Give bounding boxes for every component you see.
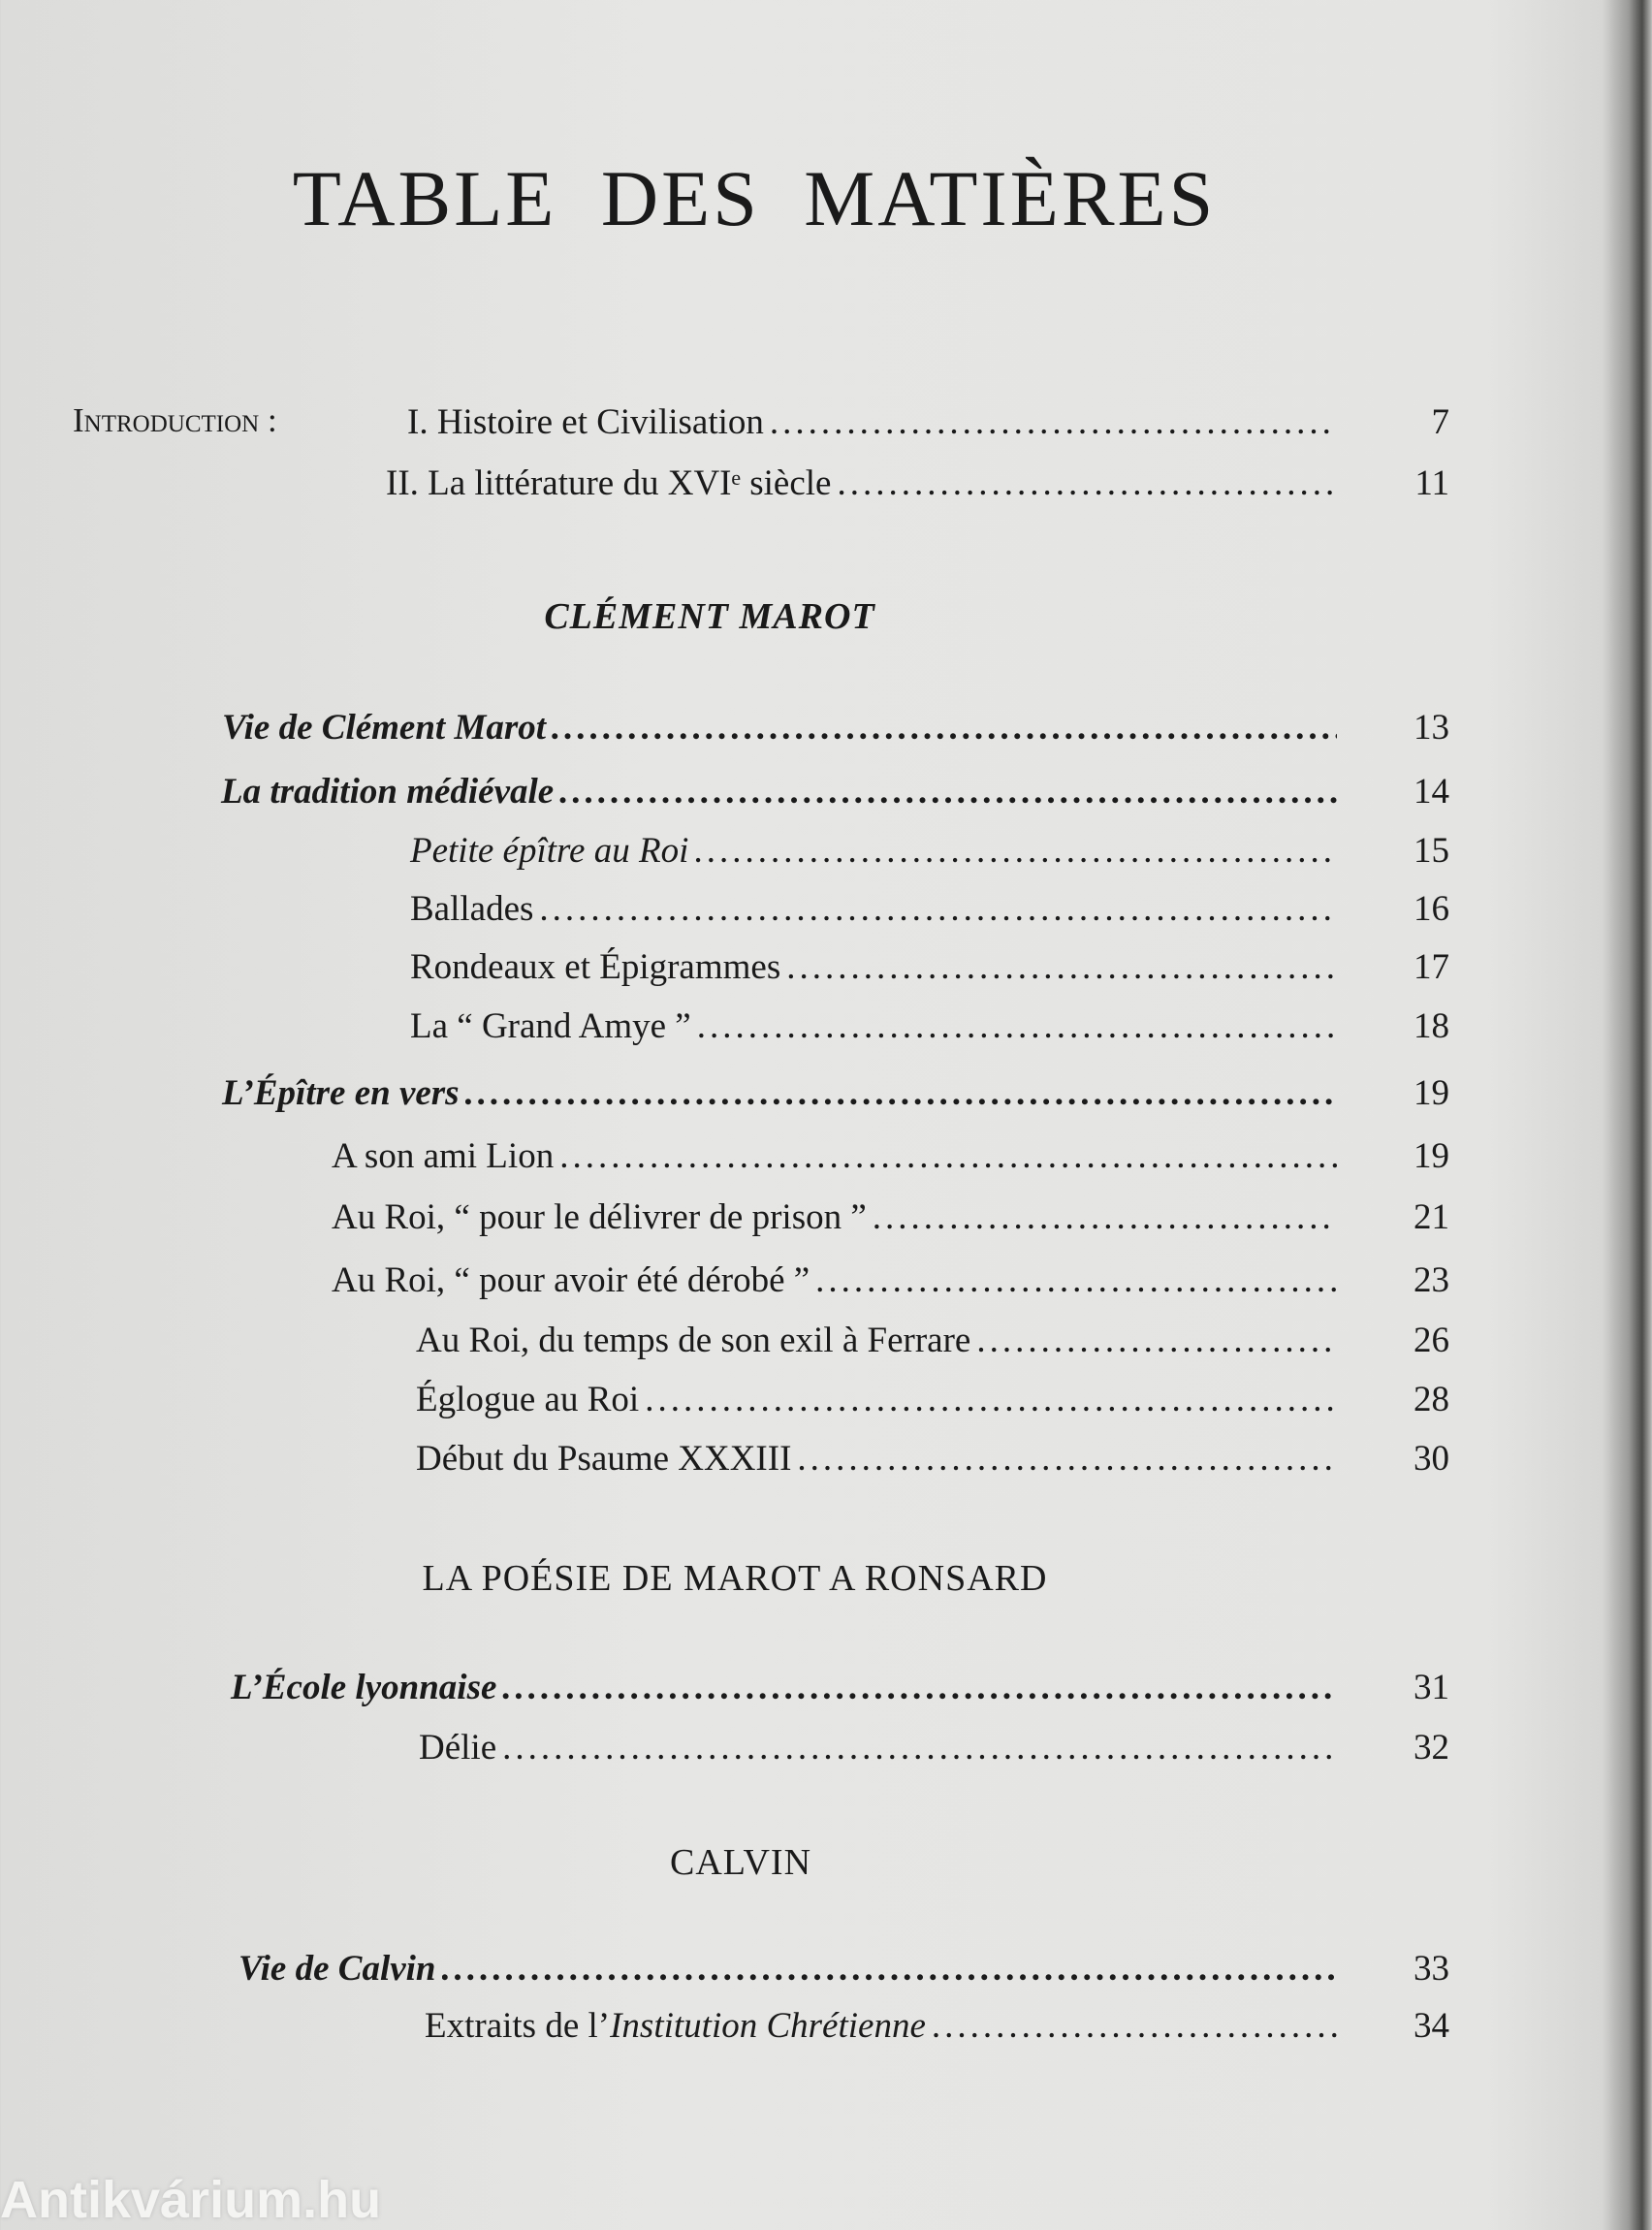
entry-page: 11: [1414, 463, 1449, 503]
toc-entry[interactable]: [410, 830, 1449, 875]
dot-leader: [559, 1135, 1337, 1177]
toc-entry[interactable]: [386, 462, 1449, 507]
entry-label: L’École lyonnaise: [231, 1668, 497, 1707]
dot-leader: [932, 2005, 1337, 2047]
entry-label: Vie de Clément Marot: [222, 708, 547, 748]
dot-leader: [694, 830, 1337, 872]
entry-page: 32: [1414, 1728, 1449, 1768]
section-heading-marot: CLÉMENT MAROT: [544, 596, 875, 637]
introduction-label: Introduction :: [73, 401, 277, 439]
dot-leader: [815, 1259, 1337, 1301]
dot-leader: [697, 1005, 1337, 1047]
toc-entry[interactable]: [332, 1196, 1449, 1241]
entry-page: 30: [1414, 1439, 1449, 1479]
dot-leader: [770, 401, 1337, 443]
dot-leader: [837, 462, 1337, 504]
entry-label: A son ami Lion: [332, 1136, 555, 1176]
entry-label-italic: Institution Chrétienne: [610, 2006, 926, 2046]
entry-label: Au Roi, “ pour le délivrer de prison ”: [332, 1197, 867, 1237]
entry-label: II. La littérature du XVIᵉ siècle: [386, 463, 832, 503]
entry-page: 34: [1414, 2006, 1449, 2046]
toc-entry[interactable]: [222, 1072, 1449, 1117]
entry-label: Rondeaux et Épigrammes: [410, 947, 781, 987]
entry-page: 19: [1414, 1136, 1449, 1176]
entry-page: 18: [1414, 1006, 1449, 1046]
section-heading-poesie: LA POÉSIE DE MAROT A RONSARD: [422, 1558, 1048, 1599]
dot-leader: [559, 771, 1337, 812]
entry-label: Délie: [419, 1728, 497, 1768]
dot-leader: [539, 888, 1337, 930]
toc-entry[interactable]: [332, 1135, 1449, 1180]
entry-page: 7: [1431, 402, 1449, 442]
dot-leader: [442, 1948, 1338, 1990]
dot-leader: [873, 1196, 1337, 1238]
dot-leader: [786, 946, 1337, 988]
entry-page: 28: [1414, 1380, 1449, 1419]
toc-entry[interactable]: [416, 1320, 1449, 1364]
toc-entry[interactable]: [425, 2005, 1449, 2050]
entry-label: Vie de Calvin: [238, 1949, 436, 1989]
entry-label-prefix: Extraits de l’: [425, 2006, 611, 2046]
dot-leader: [645, 1379, 1337, 1420]
entry-label: I. Histoire et Civilisation: [407, 402, 764, 442]
section-heading-calvin: CALVIN: [669, 1842, 812, 1883]
entry-label: Début du Psaume XXXIII: [416, 1439, 792, 1479]
dot-leader: [976, 1320, 1337, 1361]
entry-label: Petite épître au Roi: [410, 831, 689, 871]
entry-page: 31: [1414, 1668, 1449, 1707]
toc-entry[interactable]: [407, 401, 1449, 446]
toc-entry[interactable]: [332, 1259, 1449, 1304]
dot-leader: [552, 707, 1337, 749]
entry-page: 21: [1414, 1197, 1449, 1237]
entry-page: 17: [1414, 947, 1449, 987]
entry-page: 16: [1414, 889, 1449, 929]
entry-page: 15: [1414, 831, 1449, 871]
entry-label: Au Roi, du temps de son exil à Ferrare: [416, 1321, 971, 1360]
entry-label: [425, 2005, 932, 2047]
entry-label: Ballades: [410, 889, 534, 929]
entry-label: Églogue au Roi: [416, 1380, 640, 1419]
entry-page: 23: [1414, 1260, 1449, 1300]
dot-leader: [797, 1438, 1337, 1480]
entry-label: La tradition médiévale: [221, 772, 555, 812]
dot-leader: [502, 1667, 1337, 1708]
toc-entry[interactable]: [231, 1667, 1449, 1711]
watermark: Antikvárium.hu: [0, 2171, 382, 2229]
toc-entry[interactable]: [416, 1379, 1449, 1423]
toc-entry[interactable]: [410, 946, 1449, 991]
entry-label: La “ Grand Amye ”: [410, 1006, 691, 1046]
entry-label: Au Roi, “ pour avoir été dérobé ”: [332, 1260, 810, 1300]
entry-page: 19: [1414, 1073, 1449, 1113]
toc-entry[interactable]: [222, 707, 1449, 751]
entry-page: 26: [1414, 1321, 1449, 1360]
entry-page: 13: [1414, 708, 1449, 748]
dot-leader: [502, 1727, 1337, 1768]
entry-label: L’Épître en vers: [222, 1073, 460, 1113]
toc-entry[interactable]: [238, 1948, 1449, 1992]
toc-entry[interactable]: [221, 771, 1449, 815]
toc-entry[interactable]: [410, 1005, 1449, 1050]
toc-entry[interactable]: [416, 1438, 1449, 1482]
dot-leader: [465, 1072, 1337, 1114]
toc-entry[interactable]: [410, 888, 1449, 933]
entry-page: 14: [1414, 772, 1449, 812]
toc-entry[interactable]: [419, 1727, 1449, 1771]
entry-page: 33: [1414, 1949, 1449, 1989]
page-title: TABLE DES MATIÈRES: [292, 154, 1217, 242]
